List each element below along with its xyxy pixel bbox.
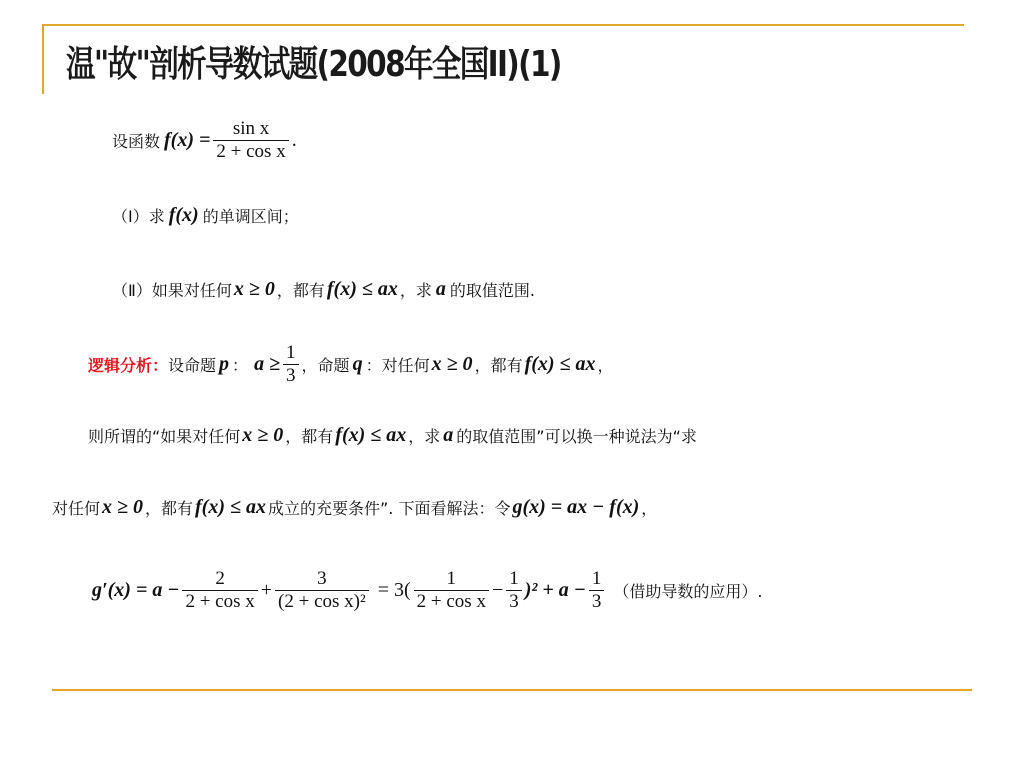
term4-num: 1 <box>509 568 519 589</box>
minus-sign: − <box>491 578 504 601</box>
f-def-lhs: f(x) = <box>164 128 211 151</box>
left-rule <box>42 24 44 94</box>
term2-fraction <box>275 568 369 613</box>
part2-cond: x ≥ 0 <box>233 278 275 300</box>
line2-a: 则所谓的“如果对任何 <box>88 427 241 446</box>
line2-ineq: f(x) ≤ ax <box>335 424 407 446</box>
derivative-lhs: g′(x) = a − <box>92 578 180 601</box>
p-symbol: p <box>219 352 230 375</box>
one-third-fraction <box>283 342 299 387</box>
line2-cond: x ≥ 0 <box>242 424 284 446</box>
one-third-den: 3 <box>283 364 299 387</box>
q-cond: x ≥ 0 <box>431 352 473 375</box>
part-two <box>112 278 535 301</box>
q-mid: ，都有 <box>474 355 523 375</box>
equals-three: = 3( <box>377 578 411 601</box>
line3-b: ，都有 <box>145 499 194 518</box>
q-symbol: q <box>352 352 363 375</box>
bottom-rule <box>52 689 972 691</box>
part2-mid2: ，求 <box>399 281 432 300</box>
derivative-equation <box>92 568 763 613</box>
f-denominator: 2 + cos x <box>213 140 288 163</box>
line3-cond: x ≥ 0 <box>102 496 143 518</box>
term1-num: 2 <box>215 568 225 589</box>
term5-num: 1 <box>591 568 602 589</box>
top-rule <box>42 24 964 26</box>
f-numerator: sin x <box>232 118 270 139</box>
part1-suffix: 的单调区间； <box>202 207 299 226</box>
line2-d: 的取值范围”可以换一种说法为“求 <box>456 427 697 446</box>
part1-f: f(x) <box>168 204 199 226</box>
restatement-line <box>88 424 697 447</box>
analysis-line <box>88 342 614 387</box>
part2-ineq: f(x) ≤ ax <box>326 278 398 300</box>
a-ge: a ≥ <box>254 352 281 375</box>
f-fraction <box>213 118 288 163</box>
term5-fraction <box>589 568 605 613</box>
line2-a-var: a <box>443 424 454 446</box>
term2-num: 3 <box>317 568 327 589</box>
derivative-note: （借助导数的应用）. <box>613 581 763 601</box>
term2-den: (2 + cos x)² <box>275 590 369 613</box>
term3-fraction <box>414 568 489 613</box>
analysis-label: 逻辑分析 <box>88 355 153 375</box>
term1-den: 2 + cos x <box>182 590 257 613</box>
part2-mid: ，都有 <box>276 281 325 300</box>
line3-end: ， <box>641 499 658 518</box>
g-definition: g(x) = ax − f(x) <box>512 496 640 518</box>
part1-prefix: （Ⅰ）求 <box>112 207 165 226</box>
f-end: . <box>291 128 297 151</box>
analysis-colon: ： <box>152 355 169 375</box>
line3-ineq: f(x) ≤ ax <box>195 496 266 518</box>
part-one <box>112 204 299 227</box>
one-third-num: 1 <box>286 342 296 363</box>
set-p-text: 设命题 <box>168 355 217 375</box>
line3-a: 对任何 <box>52 499 101 518</box>
term3-num: 1 <box>446 568 457 589</box>
plus-sign: + <box>260 578 273 601</box>
part2-suffix: 的取值范围. <box>449 281 535 300</box>
intro-label: 设函数 <box>112 131 161 151</box>
line2-b: ，都有 <box>285 427 334 446</box>
q-text: ：对任何 <box>365 355 430 375</box>
term1-fraction <box>182 568 257 613</box>
square-plus-a: )² + a − <box>524 578 586 601</box>
q-end: ， <box>597 355 614 375</box>
part2-a: a <box>435 278 446 300</box>
solution-intro-line <box>52 496 657 519</box>
term4-fraction <box>506 568 522 613</box>
analysis-mid: ，命题 <box>301 355 350 375</box>
slide-title: 温"故"剖析导数试题(2008年全国II)(1) <box>66 44 561 85</box>
term4-den: 3 <box>506 590 522 613</box>
term3-den: 2 + cos x <box>414 590 489 613</box>
part2-prefix: （Ⅱ）如果对任何 <box>112 281 232 300</box>
p-colon: ： <box>232 355 249 375</box>
term5-den: 3 <box>589 590 605 613</box>
line2-c: ，求 <box>408 427 441 446</box>
line3-c: 成立的充要条件”. 下面看解法：令 <box>267 499 511 518</box>
function-definition <box>112 118 297 163</box>
q-ineq: f(x) ≤ ax <box>524 352 596 375</box>
